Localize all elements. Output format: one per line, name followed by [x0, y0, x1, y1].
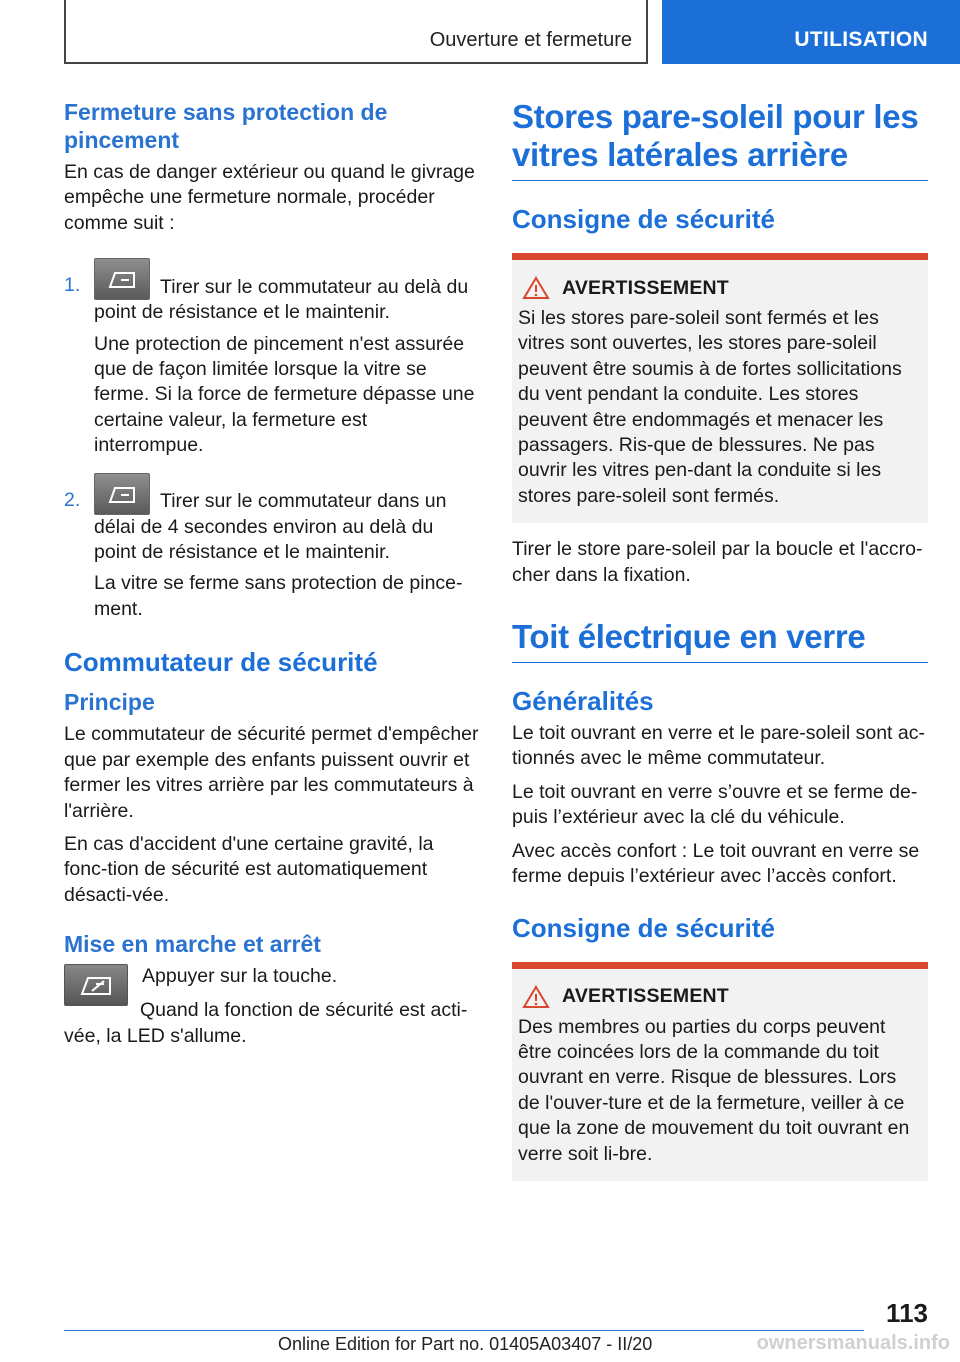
- warning-label-1: AVERTISSEMENT: [562, 276, 729, 299]
- warning-text-2: Des membres ou parties du corps peuvent être coincées lors de la commande du toit ouvrant en verre. Risque de blessures. Lors de l'ouver-ture et de la fermeture, veiller à ce que la zone de mouvement du toit ouvrant en verre soit li-bre.: [518, 1015, 910, 1165]
- warning-box-2: [512, 962, 928, 1181]
- heading-sunblinds: Stores pare-soleil pour les vitres latérales arrière: [512, 98, 928, 181]
- principle-text-2: En cas d'accident d'une certaine gravité, la fonc-tion de sécurité est automatiquement désacti-vée.: [64, 832, 434, 906]
- child-lock-switch-icon: [64, 964, 128, 1006]
- left-column: [64, 98, 480, 1057]
- warning-text-1: Si les stores pare-soleil sont fermés et les vitres sont ouvertes, les stores pare-soleil peuvent être soumis à de fortes sollicitations du vent pendant la conduite. Les stores peuvent être endommagés et menacer les passagers. Ris-que de blessures. Ne pas ouvrir les vitres pen-dant la conduite si les stores pare-soleil sont fermés.: [518, 307, 902, 507]
- header-chapter-label: UTILISATION: [794, 28, 928, 51]
- footer-divider: [64, 1330, 864, 1331]
- window-switch-icon: [94, 258, 150, 300]
- on-off-text-1: Appuyer sur la touche.: [142, 965, 338, 988]
- general-text-2: Le toit ouvrant en verre s’ouvre et se ferme de-puis l’extérieur avec la clé du véhicule.: [512, 780, 918, 829]
- footer-edition: Online Edition for Part no. 01405A03407 - II/20: [278, 1334, 653, 1354]
- step-2-text-rest: délai de 4 secondes environ au delà du point de résistance et le maintenir.: [94, 515, 434, 564]
- header-section-box: [64, 0, 648, 64]
- page-number: 113: [886, 1298, 928, 1328]
- principle-text-1: Le commutateur de sécurité permet d'empêcher que par exemple des enfants puissent ouvrir et fermer les vitres arrière par les commutateurs à l'arrière.: [64, 723, 479, 822]
- heading-general: Généralités: [512, 686, 654, 717]
- heading-safety-switch: Commutateur de sécurité: [64, 647, 378, 678]
- general-text-1: Le toit ouvrant en verre et le pare-soleil sont ac-tionnés avec le même commutateur.: [512, 722, 925, 770]
- step-1: [64, 258, 480, 458]
- warning-triangle-icon: [522, 276, 550, 300]
- heading-on-off: Mise en marche et arrêt: [64, 931, 321, 958]
- step-1-text-first: Tirer sur le commutateur au delà du: [160, 275, 469, 298]
- step-2: [64, 473, 480, 623]
- watermark: ownersmanuals.info: [756, 1332, 950, 1354]
- step-1-text-rest: point de résistance et le maintenir.: [94, 301, 390, 324]
- right-column: [512, 98, 928, 1195]
- header-chapter-tab: [662, 0, 960, 64]
- step-2-number: 2.: [64, 488, 81, 511]
- warning-triangle-icon: [522, 985, 550, 1009]
- sunblind-text: Tirer le store pare-soleil par la boucle et l'accro-cher dans la fixation.: [512, 538, 923, 586]
- step-2-note: La vitre se ferme sans protection de pince-ment.: [94, 572, 463, 620]
- step-1-note: Une protection de pincement n'est assurée que de façon limitée lorsque la vitre se ferme. Si la force de fermeture dépasse une certaine valeur, la fermeture est interrompue.: [94, 332, 475, 457]
- step-2-text-first: Tirer sur le commutateur dans un: [160, 490, 447, 513]
- on-off-text-2: Quand la fonction de sécurité est acti-vée, la LED s'allume.: [64, 999, 468, 1047]
- heading-glass-roof: Toit électrique en verre: [512, 618, 928, 663]
- general-text-3: Avec accès confort : Le toit ouvrant en verre se ferme depuis l’extérieur avec l’accès confort.: [512, 839, 920, 888]
- heading-safety-note-2: Consigne de sécurité: [512, 912, 775, 943]
- header-section-title: Ouverture et fermeture: [429, 29, 632, 51]
- warning-label-2: AVERTISSEMENT: [562, 985, 729, 1007]
- warning-box-1: [512, 253, 928, 523]
- window-switch-icon: [94, 473, 150, 515]
- heading-pinch-closing: Fermeture sans protection de pincement: [64, 99, 388, 153]
- step-1-number: 1.: [64, 274, 81, 297]
- pinch-intro: En cas de danger extérieur ou quand le givrage empêche une fermeture normale, procéder comme suit :: [64, 161, 475, 234]
- heading-principle: Principe: [64, 689, 155, 716]
- heading-safety-note-1: Consigne de sécurité: [512, 204, 775, 234]
